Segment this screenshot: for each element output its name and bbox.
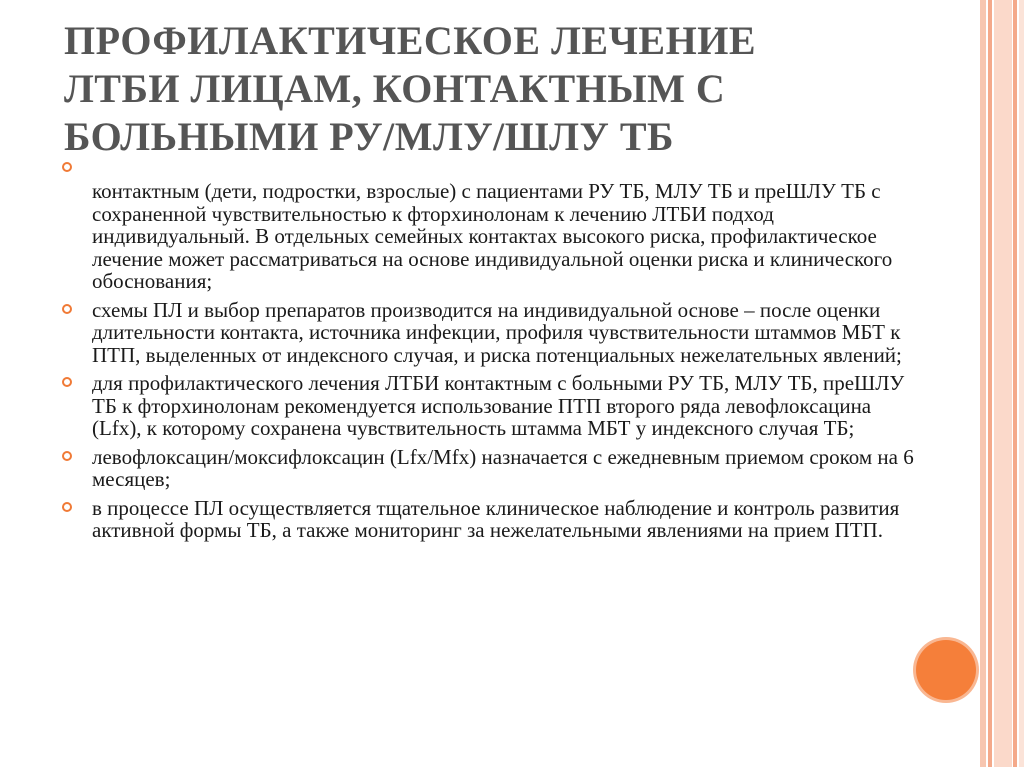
list-item [62, 372, 922, 440]
title-line-1-text: ПРОФИЛАКТИЧЕСКОЕ ЛЕЧЕНИЕ [64, 18, 757, 63]
circle-bullet-icon [62, 451, 72, 461]
orange-circle-decoration [916, 640, 976, 700]
list-item [62, 446, 922, 491]
bullet-text: контактным (дети, подростки, взрослые) с пациентами РУ ТБ, МЛУ ТБ и преШЛУ ТБ с сохраненной чувствительностью к фторхинолонам к лечению ЛТБИ подход индивидуальный. В отдельных семейных контактах высокого риска, профилактическое лечение может рассматриваться на основе индивидуальной оценки риска и клинического обоснования; [92, 179, 893, 293]
bullet-text: схемы ПЛ и выбор препаратов производится на индивидуальной основе – после оценки длительности контакта, источника инфекции, профиля чувствительности штаммов МБТ к ПТП, выделенных от индексного случая, и риска потенциальных нежелательных явлений; [92, 297, 902, 367]
list-item [62, 299, 922, 367]
bullet-text: для профилактического лечения ЛТБИ контактным с больными РУ ТБ, МЛУ ТБ, преШЛУ ТБ к фторхинолонам рекомендуется использование ПТП второго ряда левофлоксацина (Lfx), к которому сохранена чувствительность штамма МБТ у индексного случая ТБ; [92, 371, 905, 440]
title-line-1 [64, 18, 764, 66]
bullet-text: левофлоксацин/моксифлоксацин (Lfx/Mfx) назначается с ежедневным приемом сроком на 6 месяцев; [92, 444, 914, 491]
decor-stripe [1013, 0, 1017, 767]
circle-bullet-icon [62, 377, 72, 387]
decor-stripe [1019, 0, 1024, 767]
title-line-2 [64, 66, 764, 114]
slide-title [64, 18, 764, 162]
circle-bullet-icon [62, 502, 72, 512]
bullet-list [62, 158, 922, 542]
list-item [62, 497, 922, 542]
circle-bullet-icon [62, 162, 72, 172]
decor-stripe [994, 0, 1012, 767]
slide-content [62, 158, 922, 548]
title-line-3-text: БОЛЬНЫМИ РУ/МЛУ/ШЛУ ТБ [64, 114, 674, 159]
circle-bullet-icon [62, 304, 72, 314]
title-line-3 [64, 114, 764, 162]
decor-stripe [988, 0, 992, 767]
list-item [62, 158, 922, 293]
bullet-text: в процессе ПЛ осуществляется тщательное клиническое наблюдение и контроль развития активной формы ТБ, а также мониторинг за нежелательными явлениями на прием ПТП. [92, 495, 900, 542]
decor-stripe [980, 0, 986, 767]
title-line-2-text: ЛТБИ ЛИЦАМ, КОНТАКТНЫМ С [64, 66, 726, 111]
